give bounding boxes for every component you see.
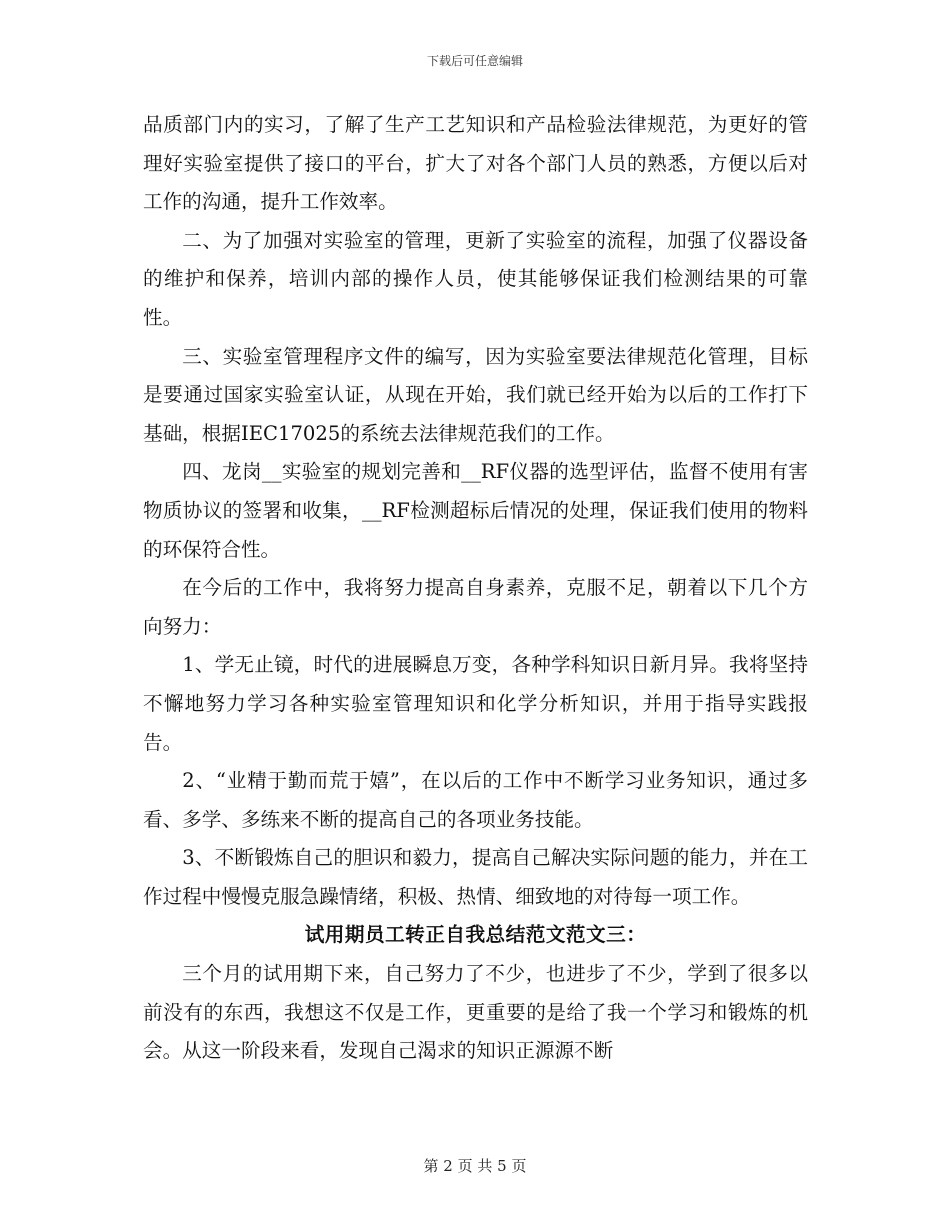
paragraph-item-3: 三、实验室管理程序文件的编写，因为实验室要法律规范化管理，目标是要通过国家实验室认证，从现在开始，我们就已经开始为以后的工作打下基础，根据IEC17025的系统去法律规范我们的工作。 [143, 344, 808, 445]
page-header: 下载后可任意编辑 [426, 54, 523, 68]
paragraph-point-3: 3、不断锻炼自己的胆识和毅力，提高自己解决实际问题的能力，并在工作过程中慢慢克服急躁情绪，积极、热情、细致地的对待每一项工作。 [143, 846, 808, 908]
page-number-footer: 第 2 页 共 5 页 [423, 1157, 527, 1175]
document-body [143, 106, 808, 1071]
paragraph-section-3-body: 三个月的试用期下来，自己努力了不少，也进步了不少，学到了很多以前没有的东西，我想这不仅是工作，更重要的是给了我一个学习和锻炼的机会。从这一阶段来看，发现自己渴求的知识正源源不断 [143, 962, 808, 1063]
paragraph-item-4: 四、龙岗__实验室的规划完善和__RF仪器的选型评估，监督不使用有害物质协议的签署和收集，__RF检测超标后情况的处理，保证我们使用的物料的环保符合性。 [143, 460, 808, 561]
paragraph-item-2: 二、为了加强对实验室的管理，更新了实验室的流程，加强了仪器设备的维护和保养，培训内部的操作人员，使其能够保证我们检测结果的可靠性。 [143, 228, 808, 329]
paragraph-continuation: 品质部门内的实习，了解了生产工艺知识和产品检验法律规范，为更好的管理好实验室提供了接口的平台，扩大了对各个部门人员的熟悉，方便以后对工作的沟通，提升工作效率。 [143, 113, 808, 214]
section-heading: 试用期员工转正自我总结范文范文三： [304, 923, 647, 947]
paragraph-intro-future: 在今后的工作中，我将努力提高自身素养，克服不足，朝着以下几个方向努力： [143, 576, 808, 638]
paragraph-point-2: 2、“业精于勤而荒于嬉”，在以后的工作中不断学习业务知识，通过多看、多学、多练来不断的提高自己的各项业务技能。 [143, 769, 808, 831]
paragraph-point-1: 1、学无止镜，时代的进展瞬息万变，各种学科知识日新月异。我将坚持不懈地努力学习各种实验室管理知识和化学分析知识，并用于指导实践报告。 [143, 653, 808, 754]
